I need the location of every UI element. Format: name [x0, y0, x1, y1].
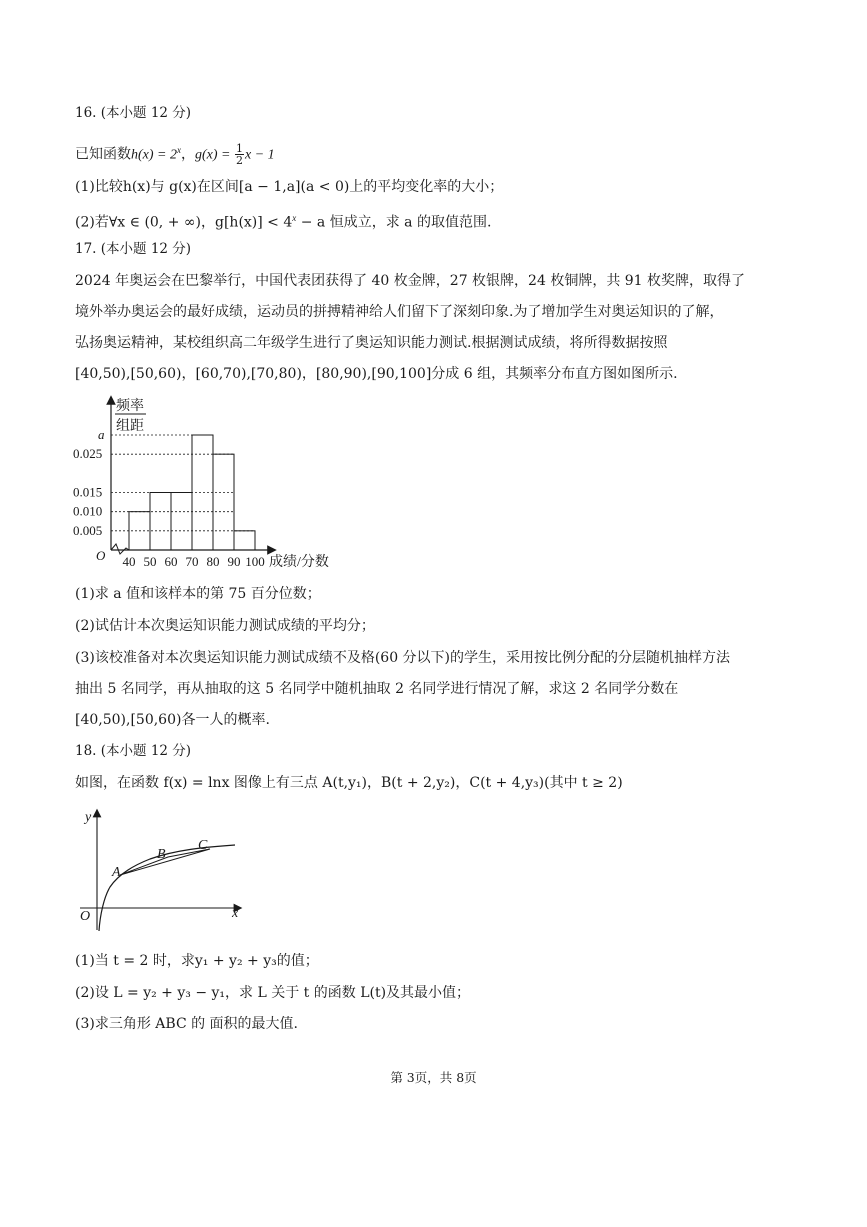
- y-tick-label: 0.015: [73, 484, 103, 500]
- histogram-bar: [234, 531, 255, 550]
- histogram-bar: [213, 454, 234, 550]
- q16-part2-a: (2)若∀x ∈ (0, + ∞)，g[h(x)] < 4: [75, 214, 293, 231]
- y-tick-label: 0.005: [73, 522, 103, 538]
- q16-g-tail: x − 1: [245, 147, 275, 163]
- q16-part2-exp: x: [292, 213, 297, 223]
- fig-x-label: x: [232, 906, 239, 921]
- x-tick-label: 40: [122, 554, 136, 569]
- q18-stem: 如图，在函数 f(x) = lnx 图像上有三点 A(t,y₁)，B(t + 2,y₂)，C(t + 4,y₃)(其中 t ≥ 2): [75, 775, 623, 791]
- x-tick-label: 60: [164, 554, 178, 569]
- fig-point-b: B: [157, 847, 166, 862]
- fig-point-c: C: [198, 838, 208, 853]
- y-tick-label: 0.025: [73, 446, 103, 462]
- q18-part1: (1)当 t = 2 时，求y₁ + y₂ + y₃的值；: [75, 953, 319, 969]
- x-tick-label: 50: [143, 554, 157, 569]
- q17-part3-line1: (3)该校准备对本次奥运知识能力测试成绩不及格(60 分以下)的学生，采用按比例分配的分层随机抽样方法: [75, 650, 731, 666]
- q17-part3-line2: 抽出 5 名同学，再从抽取的这 5 名同学中随机抽取 2 名同学进行情况了解，求这 2 名同学分数在: [75, 681, 679, 697]
- q17-stem-line3: 弘扬奥运精神，某校组织高二年级学生进行了奥运知识能力测试.根据测试成绩，将所得数据按照: [75, 335, 668, 351]
- q18-header: 18. (本小题 12 分): [75, 743, 192, 759]
- q17-stem-line2: 境外举办奥运会的最好成绩，运动员的拼搏精神给人们留下了深刻印象.为了增加学生对奥运知识的了解，: [75, 304, 724, 320]
- axis-break: [111, 544, 129, 554]
- q17-stem-line1: 2024 年奥运会在巴黎举行，中国代表团获得了 40 枚金牌，27 枚银牌，24 枚铜牌，共 91 枚奖牌，取得了: [75, 273, 746, 289]
- q17-stem-line4: [40,50),[50,60)，[60,70),[70,80)，[80,90),[90,100]分成 6 组，其频率分布直方图如图所示.: [75, 366, 678, 382]
- x-tick-label: 70: [185, 554, 199, 569]
- q16-h-def: h(x) = 2: [131, 147, 177, 163]
- q17-header: 17. (本小题 12 分): [75, 241, 192, 257]
- q16-h-exp: x: [177, 145, 181, 155]
- q17-part2: (2)试估计本次奥运知识能力测试成绩的平均分；: [75, 618, 375, 634]
- frac-den: 2: [236, 154, 243, 168]
- q16-sep: ，: [181, 146, 195, 163]
- x-axis-label: 成绩/分数: [269, 555, 329, 570]
- y-tick-label: 0.010: [73, 503, 103, 519]
- fig-point-a: A: [112, 865, 121, 880]
- histogram-bar: [171, 493, 192, 551]
- fig-origin: O: [80, 909, 91, 924]
- histogram-bar: [150, 493, 171, 551]
- x-tick-label: 90: [227, 554, 241, 569]
- q16-g-def: g(x) =: [195, 147, 234, 163]
- ylabel-bottom: 组距: [116, 419, 144, 434]
- q16-part2: [75, 208, 491, 233]
- lnx-graph-figure: [70, 805, 255, 935]
- q16-part1: (1)比较h(x)与 g(x)在区间[a − 1,a](a < 0)上的平均变化率的大小；: [75, 179, 504, 195]
- q16-stem: [75, 140, 275, 166]
- origin-label: O: [96, 548, 106, 563]
- fig-y-label: y: [85, 810, 92, 825]
- q16-half-fraction: [235, 143, 244, 166]
- q16-header: 16. (本小题 12 分): [75, 105, 192, 121]
- ylabel-top: 频率: [116, 399, 144, 414]
- q18-part3: (3)求三角形 ABC 的 面积的最大值.: [75, 1016, 299, 1032]
- frequency-histogram: [60, 390, 350, 575]
- q16-stem-lead: 已知函数: [75, 146, 131, 163]
- x-tick-label: 80: [206, 554, 220, 569]
- q16-part2-b: − a 恒成立，求 a 的取值范围.: [296, 214, 492, 231]
- y-tick-label: a: [98, 427, 105, 442]
- x-tick-label: 100: [245, 554, 265, 569]
- q18-part2: (2)设 L = y₂ + y₃ − y₁，求 L 关于 t 的函数 L(t)及其最小值；: [75, 985, 471, 1001]
- page-footer: 第 3页，共 8页: [390, 1070, 477, 1085]
- q17-part1: (1)求 a 值和该样本的第 75 百分位数；: [75, 586, 321, 602]
- q17-part3-line3: [40,50),[50,60)各一人的概率.: [75, 712, 270, 728]
- frac-num: 1: [236, 142, 243, 156]
